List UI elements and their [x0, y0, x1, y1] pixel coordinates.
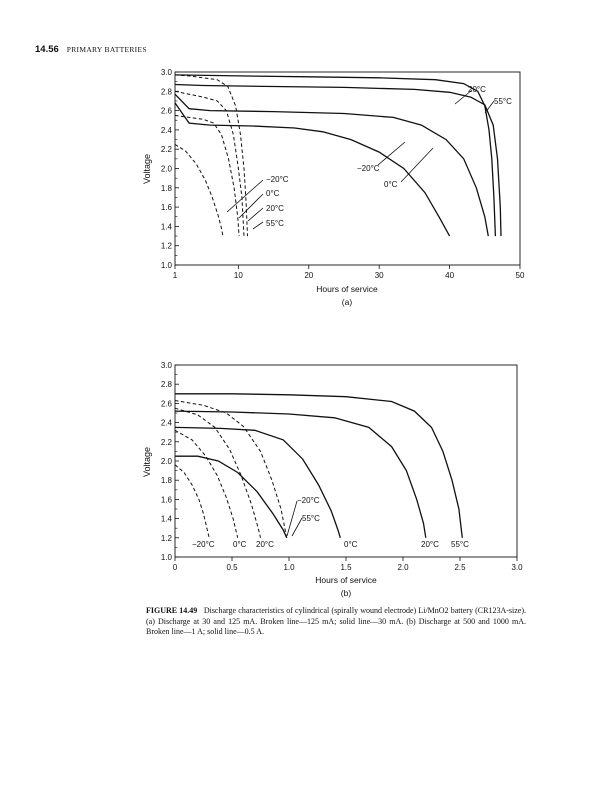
chart-a-leader: [248, 208, 263, 221]
chart-a-y-tick-label: 1.6: [160, 203, 172, 213]
figure-label: FIGURE 14.49: [146, 606, 198, 615]
chart-a-series-solid-0: [175, 75, 495, 236]
chart-a-series-solid-2: [175, 94, 488, 236]
chart-b-x-tick-label: 2.0: [397, 563, 409, 572]
chart-b-y-tick-label: 1.4: [160, 514, 172, 524]
chart-b-leader: [292, 518, 302, 536]
figure-caption-text: Discharge characteristics of cylindrical (spirally wound electrode) Li/MnO2 battery (CR123A-size). (a) Discharge at 30 and 125 mA. Broken line—125 mA; solid line—30 mA. (b) Discharge at 500 and 1000 mA. Broken line—1 A; solid line—0.5 A.: [146, 606, 526, 636]
chart-b-y-tick-label: 2.4: [160, 418, 172, 428]
chart-b-annotation: 20°C: [256, 540, 274, 549]
chart-b-y-tick-label: 1.2: [160, 533, 172, 543]
chart-a-y-tick-label: 2.8: [160, 87, 172, 97]
chart-a-series-broken-7: [175, 144, 223, 236]
chart-b-x-tick-label: 2.5: [454, 563, 466, 572]
chart-b-annotation: 55°C: [302, 514, 320, 523]
chart-a-series-solid-1: [175, 85, 501, 237]
section-title: PRIMARY BATTERIES: [66, 45, 147, 54]
chart-a-annotation: 20°C: [266, 204, 284, 213]
chart-b-annotation: 55°C: [451, 540, 469, 549]
chart-a-x-tick-label: 10: [233, 271, 243, 280]
chart-b-y-tick-label: 1.6: [160, 495, 172, 505]
chart-b-y-tick-label: 3.0: [160, 361, 172, 370]
chart-a-leader: [253, 222, 263, 229]
chart-a-y-tick-label: 1.4: [160, 222, 172, 232]
chart-b-y-tick-label: 1.8: [160, 476, 172, 486]
chart-b-series-solid-1: [175, 411, 426, 538]
chart-a-leader: [401, 148, 433, 182]
chart-a-y-tick-label: 1.8: [160, 183, 172, 193]
chart-a-series-broken-5: [175, 91, 244, 236]
chart-a-annotation: −20°C: [266, 175, 289, 184]
chart-b-ylabel: Voltage: [142, 446, 152, 478]
chart-a-annotation: 55°C: [494, 97, 512, 106]
chart-a: [0, 0, 597, 330]
chart-b-y-tick-label: 2.0: [160, 457, 172, 466]
chart-a-xlabel: Hours of service: [316, 284, 378, 294]
chart-b-series-solid-3: [175, 456, 287, 538]
chart-b-x-tick-label: 0: [172, 563, 178, 572]
chart-a-y-tick-label: 1.0: [160, 261, 172, 270]
chart-b-x-tick-label: 3.0: [511, 563, 523, 572]
chart-a-series-broken-6: [175, 115, 239, 236]
page-number: 14.56: [35, 44, 59, 55]
chart-a-y-tick-label: 2.0: [160, 164, 172, 174]
chart-a-annotation: 20°C: [468, 85, 486, 94]
chart-b-y-tick-label: 2.2: [160, 437, 172, 447]
chart-b-annotation: 0°C: [233, 540, 247, 549]
figure-caption: [146, 606, 526, 638]
chart-b-x-tick-label: 0.5: [226, 563, 238, 572]
chart-a-y-tick-label: 1.2: [160, 241, 172, 251]
chart-a-x-tick-label: 1: [172, 271, 178, 280]
chart-b-x-tick-label: 1.5: [340, 563, 352, 572]
chart-a-leader: [227, 180, 263, 212]
chart-a-annotation: 55°C: [266, 219, 284, 228]
chart-a-panel-label: (a): [341, 297, 353, 307]
chart-a-x-tick-label: 50: [515, 271, 525, 280]
chart-b-xlabel: Hours of service: [315, 575, 377, 585]
chart-b-series-broken-6: [175, 430, 238, 538]
chart-a-y-tick-label: 2.4: [160, 125, 172, 135]
chart-a-annotation: 0°C: [266, 189, 280, 198]
chart-b: [0, 340, 597, 600]
chart-b-series-broken-7: [175, 465, 209, 538]
chart-a-annotation: −20°C: [357, 164, 380, 173]
chart-b-annotation: 20°C: [421, 540, 439, 549]
chart-a-y-tick-label: 2.2: [160, 145, 172, 155]
chart-a-ylabel: Voltage: [142, 153, 152, 185]
chart-b-annotation: −20°C: [297, 496, 320, 505]
chart-b-x-tick-label: 1.0: [283, 563, 295, 572]
chart-a-x-tick-label: 20: [304, 271, 314, 280]
chart-a-y-tick-label: 3.0: [160, 68, 172, 77]
chart-b-y-tick-label: 2.8: [160, 380, 172, 390]
chart-a-x-tick-label: 30: [374, 271, 384, 280]
chart-a-series-solid-3: [175, 103, 450, 236]
chart-a-x-tick-label: 40: [445, 271, 455, 280]
chart-b-panel-label: (b): [340, 588, 352, 598]
chart-a-y-tick-label: 2.6: [160, 106, 172, 116]
chart-b-leader: [287, 501, 297, 536]
chart-b-annotation: 0°C: [344, 540, 358, 549]
chart-a-annotation: 0°C: [384, 180, 398, 189]
chart-b-y-tick-label: 1.0: [160, 553, 172, 562]
chart-b-annotation: −20°C: [192, 540, 215, 549]
chart-b-y-tick-label: 2.6: [160, 399, 172, 409]
